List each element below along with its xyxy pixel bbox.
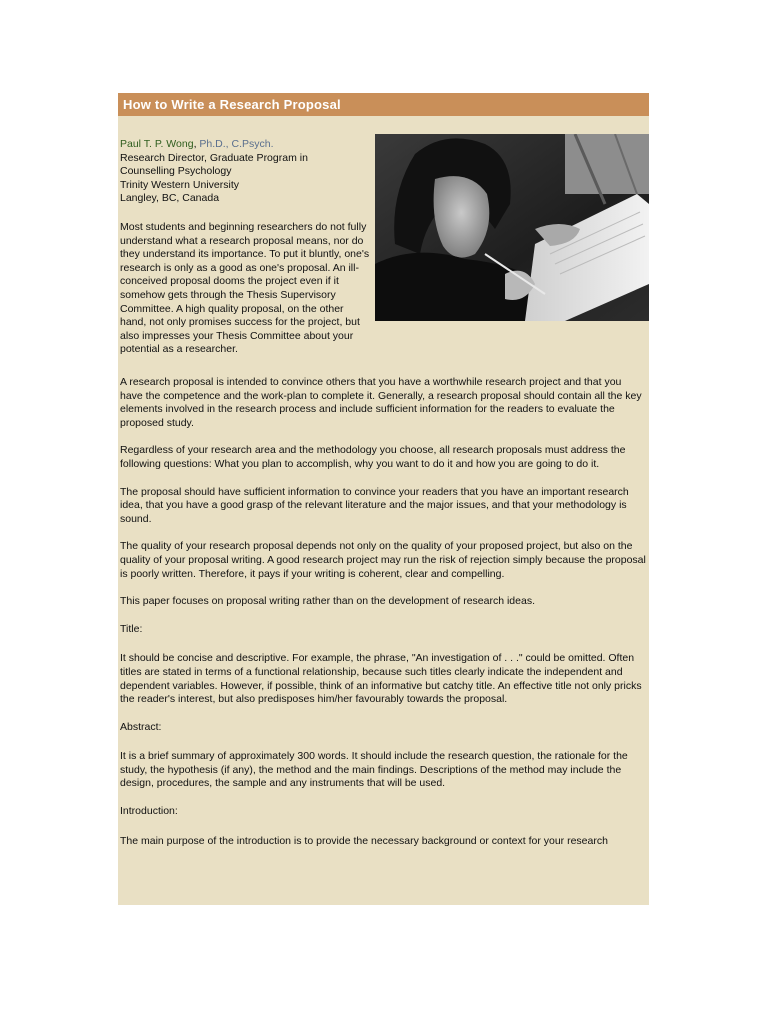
author-affiliation-line: Counselling Psychology xyxy=(120,165,232,177)
author-block xyxy=(120,138,370,206)
section-text-introduction: The main purpose of the introduction is to provide the necessary background or context for your research xyxy=(120,834,608,847)
author-affiliation-line: Trinity Western University xyxy=(120,178,240,191)
body-paragraph: Regardless of your research area and the methodology you choose, all research proposals must address the following questions: What you plan to accomplish, why you want to do it and how you are going to do it. xyxy=(120,444,626,470)
author-affiliation-line: Research Director, Graduate Program in xyxy=(120,151,308,164)
document-title: How to Write a Research Proposal xyxy=(118,93,649,116)
author-line xyxy=(120,138,370,152)
body-paragraph: A research proposal is intended to convince others that you have a worthwhile research project and that you have the competence and the work-plan to complete it. Generally, a research proposal should contain all the key elements involved in the research process and include sufficient information for the readers to evaluate the proposed study. xyxy=(120,376,642,429)
author-name-link[interactable]: Paul T. P. Wong xyxy=(120,138,194,150)
body-paragraph: This paper focuses on proposal writing rather than on the development of research ideas. xyxy=(120,595,535,608)
student-writing-photo xyxy=(375,134,649,321)
section-heading-introduction: Introduction: xyxy=(120,805,178,818)
section-heading-title: Title: xyxy=(120,622,143,635)
document-sheet xyxy=(118,93,649,905)
author-separator: , xyxy=(193,138,200,150)
body-paragraph: The quality of your research proposal depends not only on the quality of your proposed project, but also on the quality of your proposal writing. A good research project may run the risk of rejection simply because the proposal is poorly written. Therefore, it pays if your writing is coherent, clear and compelling. xyxy=(120,540,646,580)
section-text-title: It should be concise and descriptive. For example, the phrase, "An investigation of . . ." could be omitted. Often titles are stated in terms of a functional relationship, because such titles clearly indicate the independent and dependent variables. However, if possible, think of an informative but catchy title. An effective title not only pricks the reader's interest, but also predisposes him/her favourably towards the proposal. xyxy=(120,652,642,706)
section-text-abstract: It is a brief summary of approximately 300 words. It should include the research question, the rationale for the study, the hypothesis (if any), the method and the main findings. Descriptions of the method may include the design, procedures, the sample and any instruments that will be used. xyxy=(120,750,628,790)
body-text xyxy=(120,376,647,862)
author-affiliation-line: Langley, BC, Canada xyxy=(120,192,220,204)
section-heading-abstract: Abstract: xyxy=(120,720,162,733)
body-paragraph: The proposal should have sufficient information to convince your readers that you have an important research idea, that you have a good grasp of the relevant literature and the major issues, and that your methodology is sound. xyxy=(120,485,629,525)
intro-paragraph: Most students and beginning researchers do not fully understand what a research proposal means, nor do they understand its importance. To put it bluntly, one's research is only as a good as one's proposal. An ill-conceived proposal dooms the project even if it somehow gets through the Thesis Supervisory Committee. A high quality proposal, on the other hand, not only promises success for the project, but also impresses your Thesis Committee about your potential as a researcher. xyxy=(120,221,370,356)
author-credentials-link[interactable]: Ph.D., C.Psych. xyxy=(199,138,274,150)
